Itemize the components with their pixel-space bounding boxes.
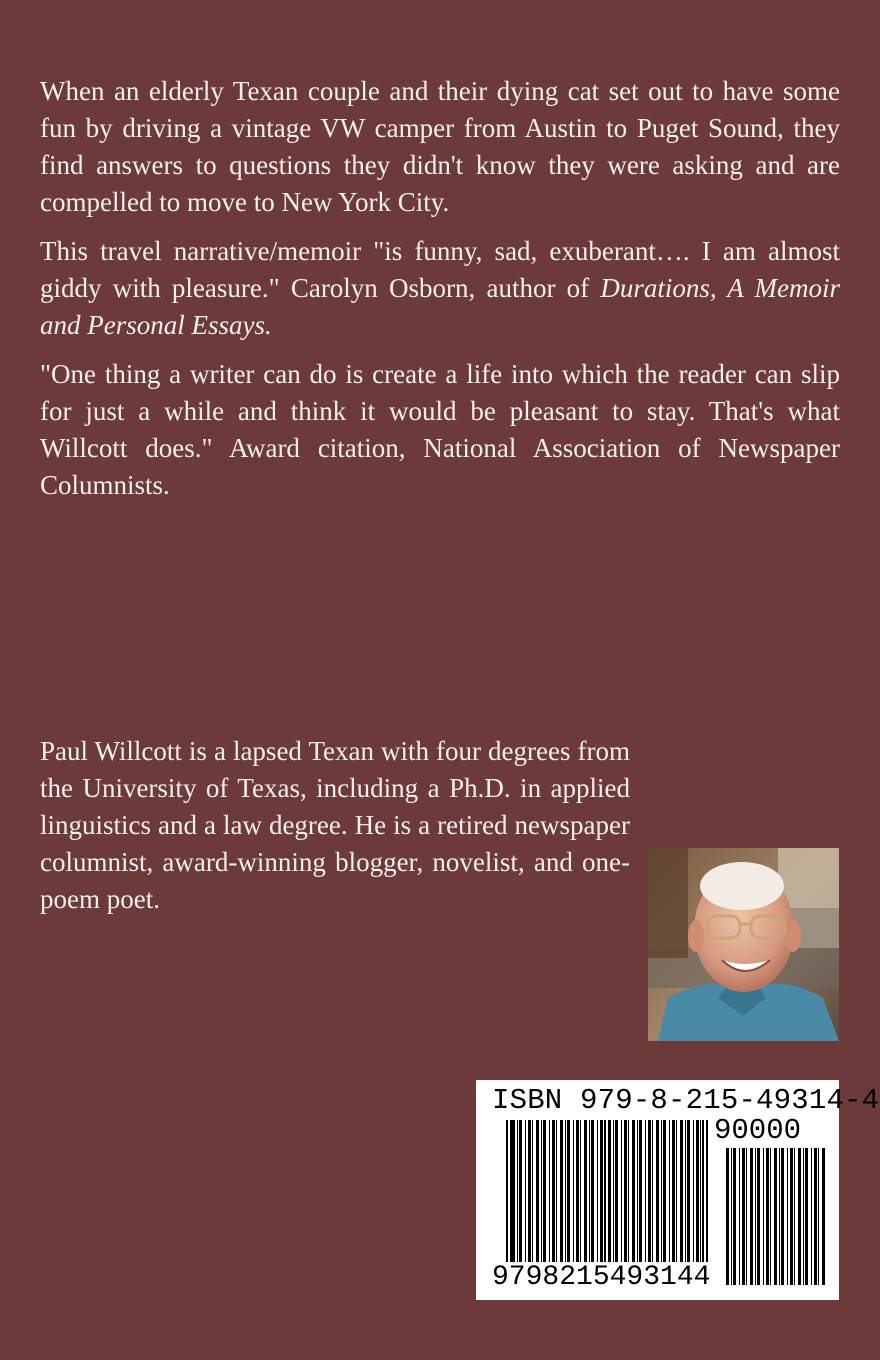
barcode-bar [624,1120,627,1270]
barcode-bar [700,1120,701,1270]
barcode-guard-bar [604,1120,606,1280]
price-code: 90000 [714,1114,802,1147]
barcode-bar [757,1148,760,1285]
barcode-bar [512,1120,515,1270]
barcode-bar [685,1120,686,1270]
isbn-label: ISBN 979-8-215-49314-4 [492,1084,880,1117]
barcode-bar [517,1120,518,1270]
barcode-bar [580,1120,581,1270]
blurb-paragraph-1: When an elderly Texan couple and their dying cat set out to have some fun by driving a vintage VW camper from Austin to Puget Sound, they find answers to questions they didn't know they were asking and are compelled to move to New York City. [40,76,840,217]
barcode-bar [645,1120,646,1270]
barcode-bar [628,1120,629,1270]
author-bio: Paul Willcott is a lapsed Texan with four degrees from the University of Texas, including a Ph.D. in applied linguistics and a law degree. He is a retired newspaper columnist, award-winning blogger, novelist, and one-poem poet. [40,736,630,914]
barcode-bar [565,1120,566,1270]
barcode-bar [648,1120,651,1270]
barcode-bar [755,1148,756,1285]
barcode-guard-bar [702,1120,704,1280]
barcode-guard-bar [608,1120,610,1280]
barcode-bar [731,1148,732,1285]
barcode-bar [632,1120,635,1270]
barcode-bar [790,1148,793,1285]
barcode-bar [774,1148,777,1285]
barcode-guard-bar [506,1120,508,1280]
barcode-bar [613,1120,614,1270]
barcode-bar [584,1120,587,1270]
barcode-bar [822,1148,825,1285]
blurb [40,73,840,516]
barcode-bar [803,1148,804,1285]
barcode-bar [556,1120,557,1270]
author-photo [648,848,839,1041]
barcode-bar [794,1148,795,1285]
barcode-bar [818,1148,819,1285]
barcode-bar [532,1120,533,1270]
barcode-bar [525,1120,526,1270]
barcode-bar [528,1120,531,1270]
barcode-bar [726,1148,729,1285]
barcode-bar [766,1148,769,1285]
barcode-bar [746,1148,747,1285]
barcode-bar [770,1148,771,1285]
barcode-bar [589,1120,590,1270]
barcode-bar [652,1120,653,1270]
barcode-bar [560,1120,563,1270]
barcode-bar [519,1120,522,1270]
barcode-bar [661,1120,662,1270]
barcode-bar [543,1120,546,1270]
barcode-bar [567,1120,570,1270]
book-title: Durations, A Memoir and Personal Essays. [40,273,840,340]
barcode-bar [621,1120,622,1270]
barcode-bar [676,1120,677,1270]
barcode-bar [787,1148,788,1285]
author-photo-image [648,848,839,1041]
barcode-bar [663,1120,666,1270]
barcode-bar [805,1148,808,1285]
barcode-bar [742,1148,745,1285]
barcode-bar [600,1120,603,1270]
barcode-bar [763,1148,764,1285]
barcode-bar [693,1120,694,1270]
blurb-paragraph-2-text: This travel narrative/memoir "is funny, sad, exuberant…. I am almost giddy with pleasure." Carolyn Osborn, author of [40,236,840,303]
barcode-bar [779,1148,780,1285]
ean-digits: 9798215493144 [492,1262,711,1293]
barcode-bar [687,1120,690,1270]
blurb-paragraph-2 [40,233,840,344]
barcode-bar [811,1148,812,1285]
barcode-guard-bar [510,1120,512,1280]
barcode-bar [615,1120,618,1270]
barcode-bar [637,1120,638,1270]
barcode-bar [573,1120,574,1270]
barcode-bar [680,1120,683,1270]
blurb-paragraph-3: "One thing a writer can do is create a life into which the reader can slip for just a while and think it would be pleasant to stay. That's what Willcott does." Award citation, National Association of Newspaper Columnists. [40,359,840,500]
barcode-bar [536,1120,539,1270]
barcode-bar [739,1148,740,1285]
barcode-bar [672,1120,675,1270]
barcode-bar [656,1120,659,1270]
barcode-bar [798,1148,801,1285]
barcode-guard-bar [706,1120,708,1280]
barcode-bar [591,1120,594,1270]
barcode-bar [597,1120,598,1270]
barcode-bar [733,1148,736,1285]
barcode-bar [814,1148,817,1285]
barcode-bar [552,1120,555,1270]
barcode-bar [781,1148,784,1285]
barcode-bar [669,1120,670,1270]
barcode-bar [576,1120,579,1270]
barcode-bar [639,1120,642,1270]
barcode-bar [750,1148,753,1285]
barcode-bar [549,1120,550,1270]
barcode-bar [696,1120,699,1270]
barcode-bar [541,1120,542,1270]
isbn-barcode [476,1080,880,1300]
